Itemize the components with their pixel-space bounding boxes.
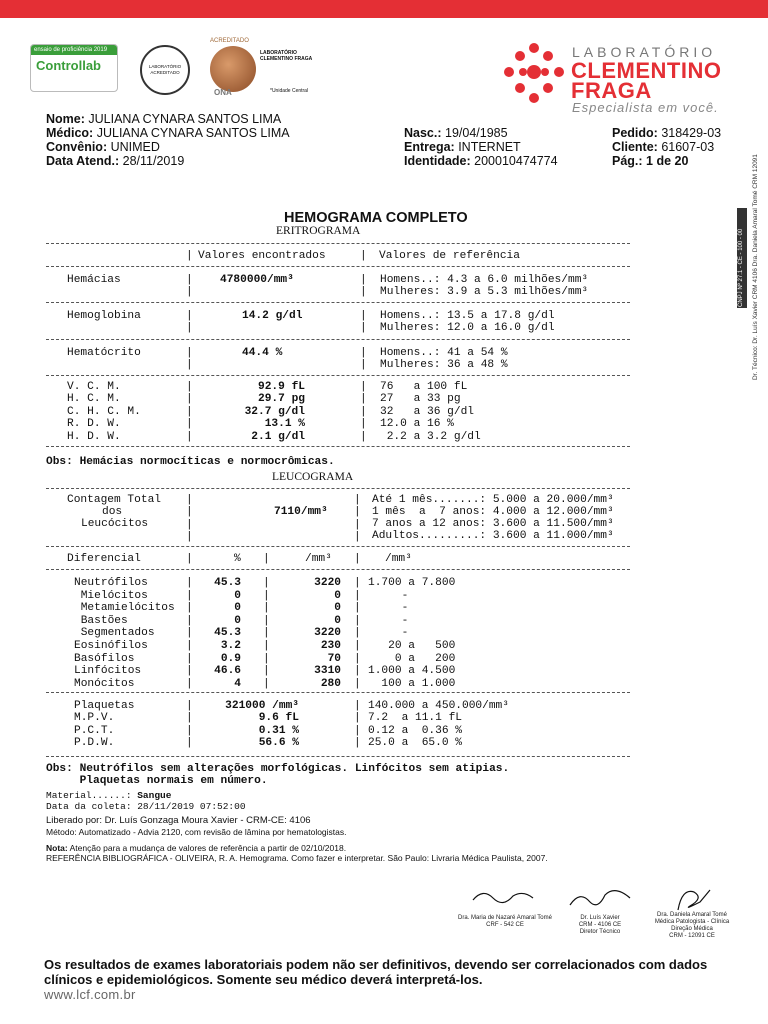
leuco-ref-1: - (368, 589, 409, 602)
col-found-header: Valores encontrados (198, 250, 326, 262)
leuco-abs-2: 0 (334, 602, 341, 615)
signature-1 (448, 880, 568, 916)
leuco-abs-3: 0 (334, 614, 341, 627)
exam-title: HEMOGRAMA COMPLETO (284, 210, 468, 226)
index-name-2: C. H. C. M. (67, 405, 141, 418)
col-pct: % (234, 553, 241, 565)
leuco-abs-6: 70 (327, 652, 341, 665)
pipe-separator: | (263, 614, 270, 627)
pipe-separator: | (186, 577, 193, 589)
index-name-3: R. D. W. (67, 418, 121, 431)
patient-right: Pedido: 318429-03 Cliente: 61607-03 Pág.: 1 de 20 (612, 126, 722, 168)
pipe-separator: | (186, 614, 193, 627)
eritrograma-heading: ERITROGRAMA (276, 225, 361, 237)
leuco-pct-8: 4 (234, 677, 241, 690)
ona-top-label: ACREDITADO (210, 38, 249, 44)
coleta-label: Data da coleta: (46, 801, 132, 812)
leuco-abs-7: 3310 (314, 665, 341, 678)
top-red-bar (0, 0, 768, 18)
plaq-name-3: P.D.W. (74, 737, 115, 750)
pipe-separator: | (186, 602, 193, 615)
leuco-pct-4: 45.3 (214, 627, 241, 640)
erit-ref2-0: Mulheres: 3.9 a 5.3 milhões/mm³ (380, 286, 589, 298)
pipe-separator: | (186, 393, 193, 406)
plaq-ref-3: 25.0 a 65.0 % (368, 737, 462, 750)
obs-eritrograma: Obs: Hemácias normocíticas e normocrômicas. (46, 456, 335, 468)
leuco-ref-7: 1.000 a 4.500 (368, 665, 456, 678)
pipe-separator: | (354, 724, 361, 737)
leuco-abs-0: 3220 (314, 577, 341, 589)
signature-3 (660, 882, 720, 916)
erit-ref1-2: Homens..: 41 a 54 % (380, 347, 508, 359)
coleta: 28/11/2019 07:52:00 (137, 801, 246, 812)
pipe-separator: | (354, 677, 361, 690)
pagina: 1 de 20 (646, 154, 689, 168)
patient-middle: Nasc.: 19/04/1985 Entrega: INTERNET Identidade: 200010474774 (404, 126, 558, 168)
index-name-4: H. D. W. (67, 430, 121, 443)
pipe-separator: | (360, 430, 367, 443)
nota: Atenção para a mudança de valores de referência a partir de 02/10/2018. (67, 843, 347, 853)
leuco-abs-1: 0 (334, 589, 341, 602)
leuco-ref-4: - (368, 627, 409, 640)
leuco-abs-8: 280 (320, 677, 341, 690)
leuco-name-7: Linfócitos (74, 665, 142, 678)
ona-lab-name: LABORATÓRIO CLEMENTINO FRAGA (260, 50, 313, 62)
plaq-value-1: 9.6 fL (258, 712, 299, 725)
pipe-separator: | (360, 381, 367, 393)
leuco-name-5: Eosinófilos (74, 640, 148, 652)
total-label-3: Leucócitos (81, 518, 149, 530)
pipe-separator: | (186, 677, 193, 690)
material: Sangue (137, 790, 172, 801)
plaq-value-3: 56.6 % (258, 737, 299, 750)
pipe-separator: | (354, 640, 361, 652)
erit-value-0: 4780000/mm³ (220, 274, 294, 286)
controllab-logo (30, 44, 118, 92)
entrega: INTERNET (458, 140, 521, 154)
leuco-name-8: Monócitos (74, 677, 135, 690)
leuco-name-6: Basófilos (74, 652, 135, 665)
pipe-separator: | (354, 665, 361, 678)
controllab-name: Controllab (36, 58, 101, 73)
index-value-2: 32.7 g/dl (244, 405, 305, 418)
leuco-pct-3: 0 (234, 614, 241, 627)
convenio: UNIMED (110, 140, 160, 154)
leuco-name-0: Neutrófilos (74, 577, 148, 589)
pipe-separator: | (263, 577, 270, 589)
pipe-separator: | (354, 627, 361, 640)
index-ref-1: 27 a 33 pg (380, 393, 461, 406)
controllab-top-label: ensaio de proficiência 2019 (31, 45, 117, 55)
ona-note: *Unidade Central (270, 88, 309, 94)
plaq-ref-2: 0.12 a 0.36 % (368, 724, 462, 737)
pipe-separator: | (354, 737, 361, 750)
brand-logo-icon (503, 42, 565, 104)
col-mm: /mm³ (305, 553, 332, 565)
plaq-value-0: 321000 /mm³ (225, 700, 299, 712)
pipe-separator: | (360, 405, 367, 418)
metodo: Método: Automatizado - Advia 2120, com revisão de lâmina por hematologistas. (46, 827, 347, 837)
referencia: REFERÊNCIA BIBLIOGRÁFICA - OLIVEIRA, R. A. Hemograma. Como fazer e interpretar. São Paulo: Livraria Médica Paulista, 2007. (46, 853, 548, 863)
leuco-ref-2: - (368, 602, 409, 615)
index-value-3: 13.1 % (264, 418, 305, 431)
leuco-pct-7: 46.6 (214, 665, 241, 678)
total-ref-2: 7 anos a 12 anos: 3.600 a 11.500/mm³ (372, 518, 614, 530)
pipe-separator: | (263, 589, 270, 602)
index-value-0: 92.9 fL (258, 381, 305, 393)
leuco-pct-6: 0.9 (220, 652, 241, 665)
index-ref-0: 76 a 100 fL (380, 381, 468, 393)
diff-label: Diferencial (67, 553, 141, 565)
leuco-ref-6: 0 a 200 (368, 652, 456, 665)
side-badge: CNPJ Nº 27.1 - CE - 100 - 00 (737, 208, 747, 308)
col-ref-mm: /mm³ (385, 553, 412, 565)
pipe-separator: | (186, 405, 193, 418)
footer-disclaimer: Os resultados de exames laboratoriais podem não ser definitivos, devendo ser correlacionados com dados clínicos e epidemiológicos. Somente seu médico deverá interpretá-los. (44, 957, 708, 987)
leuco-name-1: Mielócitos (74, 589, 148, 602)
leuco-name-2: Metamielócitos (74, 602, 175, 615)
erit-value-2: 44.4 % (242, 347, 283, 359)
leuco-pct-5: 3.2 (220, 640, 241, 652)
pipe-separator: | (263, 677, 270, 690)
index-value-4: 2.1 g/dl (251, 430, 305, 443)
pipe-separator: | (360, 393, 367, 406)
data-atend: 28/11/2019 (122, 154, 185, 168)
brand-laboratorio: LABORATÓRIO (572, 44, 717, 60)
pipe-separator: | (354, 652, 361, 665)
leuco-ref-0: 1.700 a 7.800 (368, 577, 456, 589)
pals-seal-icon (140, 45, 190, 95)
pipe-separator: | (186, 700, 193, 712)
ona-logo (208, 38, 328, 98)
leuco-ref-5: 20 a 500 (368, 640, 456, 652)
liberado: Liberado por: Dr. Luís Gonzaga Moura Xavier - CRM-CE: 4106 (46, 815, 311, 826)
pipe-separator: | (263, 665, 270, 678)
erit-name-2: Hematócrito (67, 347, 141, 359)
leuco-pct-1: 0 (234, 589, 241, 602)
total-value: 7110/mm³ (274, 506, 328, 518)
plaq-ref-0: 140.000 a 450.000/mm³ (368, 700, 509, 712)
identidade: 200010474774 (474, 154, 558, 168)
pipe-separator: | (186, 652, 193, 665)
leuco-ref-8: 100 a 1.000 (368, 677, 456, 690)
side-text: Dr. Técnico: Dr. Luís Xavier CRM 4106 Dra. Daniela Amaral Tomé CRM 12091 (752, 154, 759, 380)
sig-1-text: Dra. Maria de Nazaré Amaral Tomé CRF - 542 CE (458, 915, 552, 928)
pipe-separator: | (186, 589, 193, 602)
patient-left: Nome: JULIANA CYNARA SANTOS LIMA Médico: JULIANA CYNARA SANTOS LIMA Convênio: UNIMED Data Atend.: 28/11/2019 (46, 112, 290, 168)
pipe-separator: | (354, 589, 361, 602)
pipe-separator: | (186, 724, 193, 737)
nasc: 19/04/1985 (445, 126, 508, 140)
plaq-name-1: M.P.V. (74, 712, 115, 725)
cliente: 61607-03 (661, 140, 715, 154)
pipe-separator: | (186, 381, 193, 393)
index-ref-3: 12.0 a 16 % (380, 418, 454, 431)
pipe-separator: | (186, 640, 193, 652)
obs-leucograma-2: Plaquetas normais em número. (46, 775, 268, 787)
index-ref-4: 2.2 a 3.2 g/dl (380, 430, 481, 443)
pipe-separator: | (186, 712, 193, 725)
ona-text: ONA (214, 88, 232, 97)
pipe-separator: | (360, 418, 367, 431)
pipe-separator: | (354, 614, 361, 627)
leucograma-heading: LEUCOGRAMA (272, 471, 354, 483)
patient-name: JULIANA CYNARA SANTOS LIMA (88, 112, 282, 126)
pals-text: LABORATÓRIO ACREDITADO (148, 64, 182, 75)
col-ref-header: Valores de referência (379, 250, 520, 262)
sig-2-text: Dr. Luís Xavier CRM - 4106 CE Diretor Técnico (578, 915, 622, 935)
plaq-value-2: 0.31 % (258, 724, 299, 737)
brand-tagline: Especialista em você. (572, 100, 719, 115)
total-label-2: dos (102, 506, 123, 518)
total-ref-0: Até 1 mês.......: 5.000 a 20.000/mm³ (372, 494, 614, 506)
erit-ref2-1: Mulheres: 12.0 a 16.0 g/dl (380, 322, 555, 334)
total-label-1: Contagem Total (67, 494, 161, 506)
nota-label: Nota: (46, 843, 68, 853)
index-value-1: 29.7 pg (258, 393, 305, 406)
leuco-ref-3: - (368, 614, 409, 627)
leuco-pct-0: 45.3 (214, 577, 241, 589)
pipe-separator: | (263, 652, 270, 665)
index-name-0: V. C. M. (67, 381, 121, 393)
pipe-separator: | (186, 430, 193, 443)
pipe-separator: | (354, 577, 361, 589)
erit-value-1: 14.2 g/dl (242, 310, 303, 322)
total-ref-3: Adultos.........: 3.600 a 11.000/mm³ (372, 530, 614, 542)
pipe-separator: | (186, 627, 193, 640)
brand-name-1: CLEMENTINO (571, 58, 722, 83)
leuco-abs-4: 3220 (314, 627, 341, 640)
erit-name-0: Hemácias (67, 274, 121, 286)
plaq-name-2: P.C.T. (74, 724, 115, 737)
pedido: 318429-03 (661, 126, 722, 140)
pipe-separator: | (263, 627, 270, 640)
leuco-pct-2: 0 (234, 602, 241, 615)
pipe-separator: | (263, 602, 270, 615)
total-ref-1: 1 mês a 7 anos: 4.000 a 12.000/mm³ (372, 506, 614, 518)
erit-ref1-1: Homens..: 13.5 a 17.8 g/dl (380, 310, 555, 322)
leuco-name-4: Segmentados (74, 627, 155, 640)
pipe-separator: | (186, 418, 193, 431)
leuco-name-3: Bastões (74, 614, 128, 627)
pipe-separator: | (186, 737, 193, 750)
pipe-separator: | (186, 665, 193, 678)
divider (46, 266, 630, 267)
pipe-separator: | (263, 640, 270, 652)
pipe-separator: | (354, 602, 361, 615)
plaq-ref-1: 7.2 a 11.1 fL (368, 712, 462, 725)
index-name-1: H. C. M. (67, 393, 121, 406)
erit-ref1-0: Homens..: 4.3 a 6.0 milhões/mm³ (380, 274, 589, 286)
pipe-separator: | (354, 712, 361, 725)
footer-url[interactable]: www.lcf.com.br (44, 987, 136, 1002)
sig-3-text: Dra. Daniela Amaral Tomé Médica Patologista - Clínica Direção Médica CRM - 12091 CE (654, 912, 730, 939)
erit-name-1: Hemoglobina (67, 310, 141, 322)
material-label: Material......: (46, 790, 132, 801)
pipe-separator: | (354, 700, 361, 712)
doctor-name: JULIANA CYNARA SANTOS LIMA (96, 126, 290, 140)
index-ref-2: 32 a 36 g/dl (380, 405, 474, 418)
brand-name-2: FRAGA (571, 78, 652, 103)
erit-ref2-2: Mulheres: 36 a 48 % (380, 359, 508, 371)
obs-leucograma-1: Obs: Neutrófilos sem alterações morfológicas. Linfócitos sem atipias. (46, 763, 510, 775)
plaq-name-0: Plaquetas (74, 700, 135, 712)
leuco-abs-5: 230 (320, 640, 341, 652)
divider (46, 243, 630, 244)
signature-2 (560, 880, 640, 916)
